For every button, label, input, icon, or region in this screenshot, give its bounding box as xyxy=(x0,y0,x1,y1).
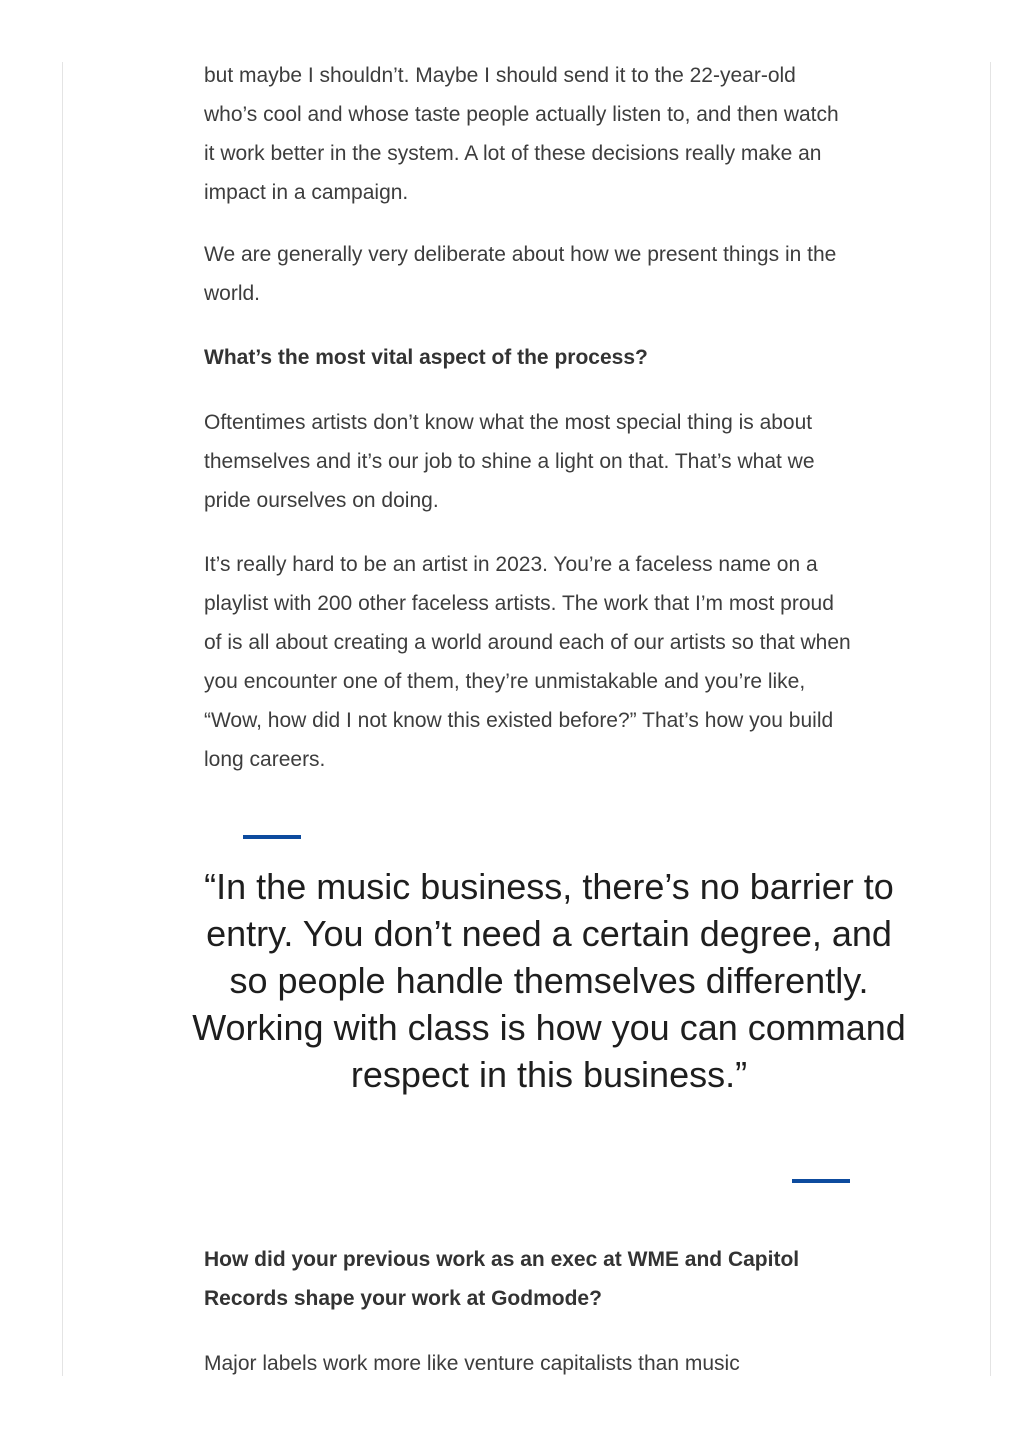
article-paragraph: Oftentimes artists don’t know what the most special thing is about themselves and it’s our job to shine a light on that. That’s what we pride ourselves on doing. xyxy=(204,411,815,512)
article-paragraph: It’s really hard to be an artist in 2023. You’re a faceless name on a playlist with 200 other faceless artists. The work that I’m most proud of is all about creating a world around each of our artists so that when you encounter one of them, they’re unmistakable and you’re like, “Wow, how did I not know this existed before?” That’s how you build long careers. xyxy=(204,553,851,771)
pull-quote: “In the music business, there’s no barrier to entry. You don’t need a certain degree, and so people handle themselves differently. Working with class is how you can command respect in this business.” xyxy=(192,866,906,1095)
interview-question: How did your previous work as an exec at WME and Capitol Records shape your work at Godmode? xyxy=(204,1248,800,1310)
pull-quote-top-rule xyxy=(243,835,301,839)
pull-quote-block xyxy=(184,835,914,1185)
pull-quote-bottom-rule xyxy=(792,1179,850,1183)
article-paragraph: but maybe I shouldn’t. Maybe I should send it to the 22-year-old who’s cool and whose taste people actually listen to, and then watch it work better in the system. A lot of these decisions really make an impact in a campaign. xyxy=(204,64,839,204)
interview-question: What’s the most vital aspect of the process? xyxy=(204,346,648,369)
article-paragraph: We are generally very deliberate about how we present things in the world. xyxy=(204,243,837,305)
article-paragraph: Major labels work more like venture capitalists than music xyxy=(204,1352,740,1375)
